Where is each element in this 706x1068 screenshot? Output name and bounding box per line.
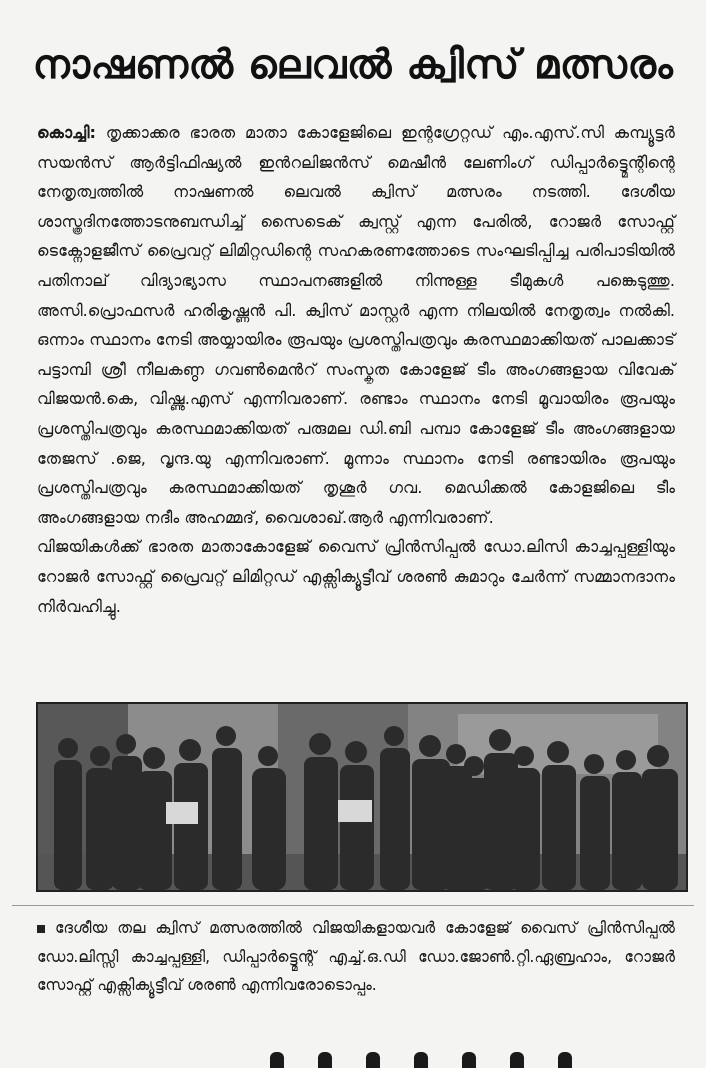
dateline: കൊച്ചി: xyxy=(37,123,97,142)
group-photo-image xyxy=(38,704,686,890)
caption-bullet xyxy=(37,925,45,933)
article-body xyxy=(37,118,675,621)
paragraph-1-text: തൃക്കാക്കര ഭാരത മാതാ കോളേജിലെ ഇന്റഗ്രേറ്റഡ് എം.എസ്.സി കമ്പ്യൂട്ടർ സയൻസ് ആർട്ടിഫിഷ്യൽ ഇൻറലിജൻസ് മെഷീൻ ലേണിംഗ് ഡിപ്പാർട്ട്മെന്റിന്റെ നേതൃത്വത്തിൽ നാഷണൽ ലെവൽ ക്വിസ് മത്സരം നടത്തി. ദേശീയ ശാസ്ത്രദിനത്തോടനുബന്ധിച്ച് സൈടെക് ക്വസ്റ്റ് എന്ന പേരിൽ, റോജർ സോഫ്റ്റ് ടെക്നോളജീസ് പ്രൈവറ്റ് ലിമിറ്റഡിന്റെ സഹകരണത്തോടെ സംഘടിപ്പിച്ച പരിപാടിയിൽ പതിനാല് വിദ്യാഭ്യാസ സ്ഥാപനങ്ങളിൽ നിന്നുള്ള ടീമുകൾ പങ്കെടുത്തു. അസി.പ്രൊഫസർ ഹരികൃഷ്ണൻ പി. ക്വിസ് മാസ്റ്റർ എന്ന നിലയിൽ നേതൃത്വം നൽകി. ഒന്നാം സ്ഥാനം നേടി അയ്യായിരം രൂപയും പ്രശസ്തിപത്രവും കരസ്ഥമാക്കിയത് പാലക്കാട് പട്ടാമ്പി ശ്രീ നീലകണ്ഠ ഗവൺമെൻറ് സംസ്കൃത കോളേജ് ടീം അംഗങ്ങളായ വിവേക് വിജയൻ.കെ, വിഷ്ണു.എസ് എന്നിവരാണ്. രണ്ടാം സ്ഥാനം നേടി മൂവായിരം രൂപയും പ്രശസ്തിപത്രവും കരസ്ഥമാക്കിയത് പരുമല ഡി.ബി പമ്പാ കോളേജ് ടീം അംഗങ്ങളായ തേജസ് .ജെ, വൃന്ദ.യു എന്നിവരാണ്. മൂന്നാം സ്ഥാനം നേടി രണ്ടായിരം രൂപയും പ്രശസ്തിപത്രവും കരസ്ഥമാക്കിയത് തൃശൂർ ഗവ. മെഡിക്കൽ കോളജിലെ ടീം അംഗങ്ങളായ നദീം അഹമ്മദ്, വൈശാഖ്.ആർ എന്നിവരാണ്. xyxy=(37,123,675,527)
photo-caption xyxy=(37,914,675,1000)
group-photo xyxy=(36,702,688,892)
paragraph-2: വിജയികൾക്ക് ഭാരത മാതാകോളേജ് വൈസ് പ്രിൻസിപ്പൽ ഡോ.ലിസി കാച്ചപ്പള്ളിയും റോജർ സോഫ്റ്റ് പ്രൈവറ്റ് ലിമിറ്റഡ് എക്സിക്യൂട്ടീവ് ശരൺ കുമാറും ചേർന്ന് സമ്മാനദാനം നിർവഹിച്ചു. xyxy=(37,537,675,616)
next-article-fragment xyxy=(270,1052,650,1068)
paragraph-1 xyxy=(37,118,675,532)
caption-divider xyxy=(12,905,694,906)
headline: നാഷണൽ ലെവൽ ക്വിസ് മത്സരം xyxy=(32,42,674,88)
caption-text: ദേശീയ തല ക്വിസ് മത്സരത്തിൽ വിജയികളായവർ കോളേജ് വൈസ് പ്രിൻസിപ്പൽ ഡോ.ലിസ്സി കാച്ചപ്പള്ളി, ഡിപ്പാർട്ട്മെന്റ് എച്ച്.ഒ.ഡി ഡോ.ജോൺ.റ്റി.ഏബ്രഹാം, റോജർ സോഫ്റ്റ് എക്സിക്യൂട്ടീവ് ശരൺ എന്നിവരോടൊപ്പം. xyxy=(37,919,675,994)
